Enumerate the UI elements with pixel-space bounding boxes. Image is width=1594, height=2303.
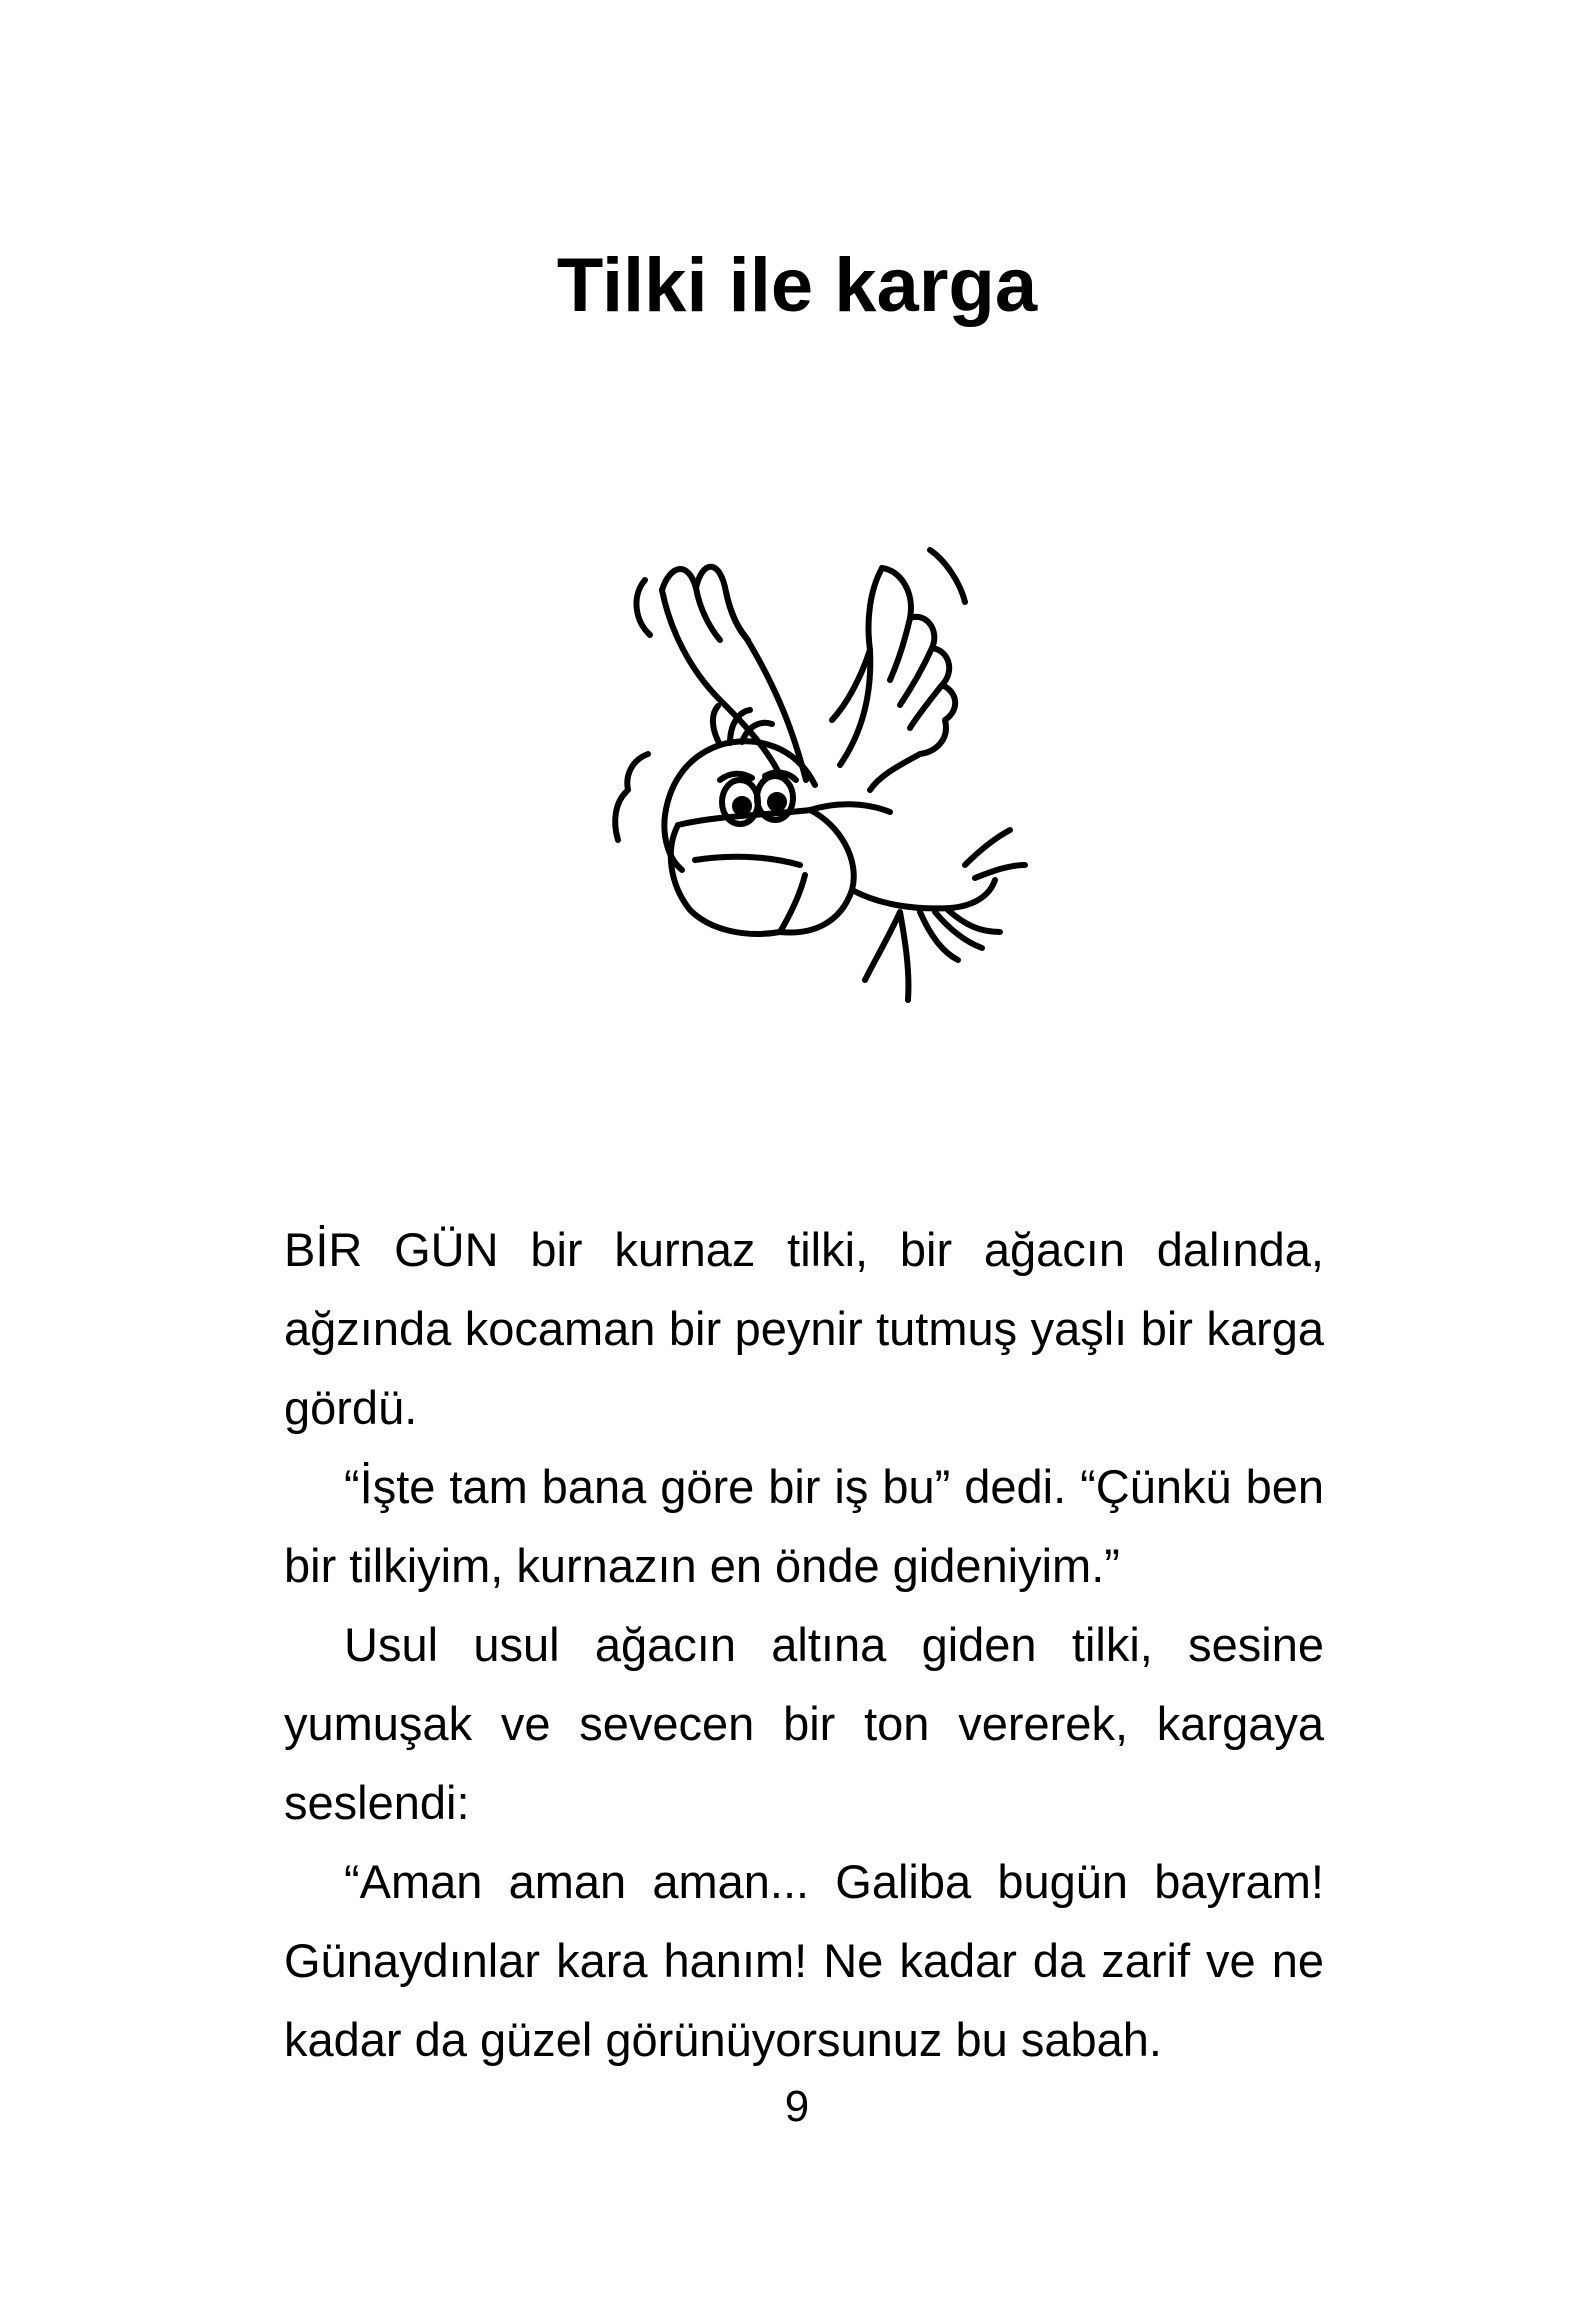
- story-paragraph-4: “Aman aman aman... Galiba bugün bayram! Günaydınlar kara hanım! Ne kadar da zarif ve ne kadar da güzel görünüyorsunuz bu sabah.: [284, 1855, 1324, 2066]
- story-text: [284, 1210, 1324, 2079]
- story-paragraph-1: BİR GÜN bir kurnaz tilki, bir ağacın dalında, ağzında kocaman bir peynir tutmuş yaşlı bir karga gördü.: [284, 1223, 1324, 1434]
- page-number: 9: [784, 2082, 810, 2131]
- page-title: Tilki ile karga: [556, 243, 1038, 328]
- story-paragraph-2: “İşte tam bana göre bir iş bu” dedi. “Çünkü ben bir tilkiyim, kurnazın en önde gideniyim.”: [284, 1460, 1324, 1592]
- crow-illustration: [570, 540, 1040, 1020]
- story-paragraph-3: Usul usul ağacın altına giden tilki, sesine yumuşak ve sevecen bir ton vererek, kargaya seslendi:: [284, 1618, 1324, 1829]
